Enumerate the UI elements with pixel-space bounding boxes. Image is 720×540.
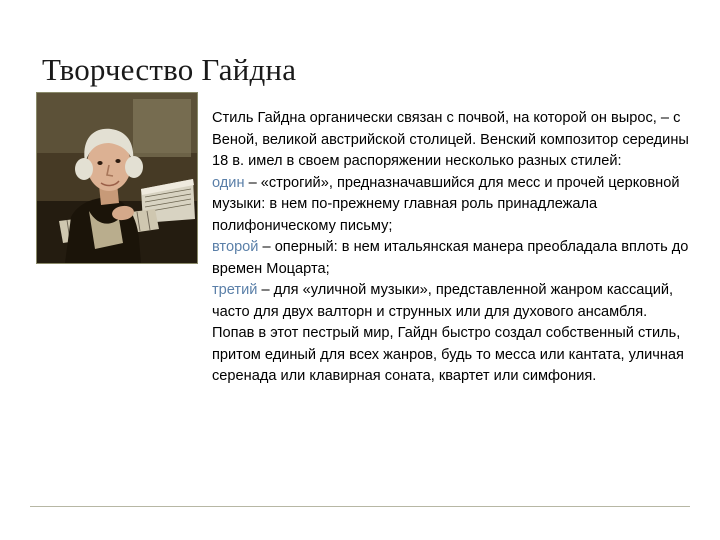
paragraph-style-three [212,280,694,323]
paragraph-intro [212,108,694,173]
paragraph-conclusion-text: Попав в этот пестрый мир, Гайдн быстро создал собственный стиль, притом единый для всех жанров, будь то месса или кантата, уличная серенада или клавирная соната, квартет или симфония. [212,325,684,384]
paragraph-style-three-lead: третий [212,282,258,298]
footer-divider [30,506,690,507]
paragraph-intro-text: Стиль Гайдна органически связан с почвой, на которой он вырос, – с Веной, великой австрийской столицей. Венский композитор середины 18 в. имел в своем распоряжении несколько разных стилей: [212,110,689,169]
paragraph-style-one-lead: один [212,174,245,191]
paragraph-style-three-text: – для «уличной музыки», представленной жанром кассаций, часто для двух валторн и струнных или для духового ансамбля. [212,282,674,320]
slide-body [212,108,694,388]
paragraph-style-two-text: – оперный: в нем итальянская манера преобладала вплоть до времен Моцарта; [212,239,689,277]
paragraph-style-two-lead: второй [212,239,259,255]
portrait-image [36,92,198,264]
paragraph-style-two [212,237,694,280]
paragraph-style-one [212,173,694,238]
paragraph-style-one-text: – «строгий», предназначавшийся для месс и прочей церковной музыки: в нем по-прежнему главная роль принадлежала полифоническому письму; [212,174,680,234]
page-title: Творчество Гайдна [42,51,297,87]
haydn-portrait-illustration [37,93,197,263]
paragraph-conclusion [212,323,694,388]
